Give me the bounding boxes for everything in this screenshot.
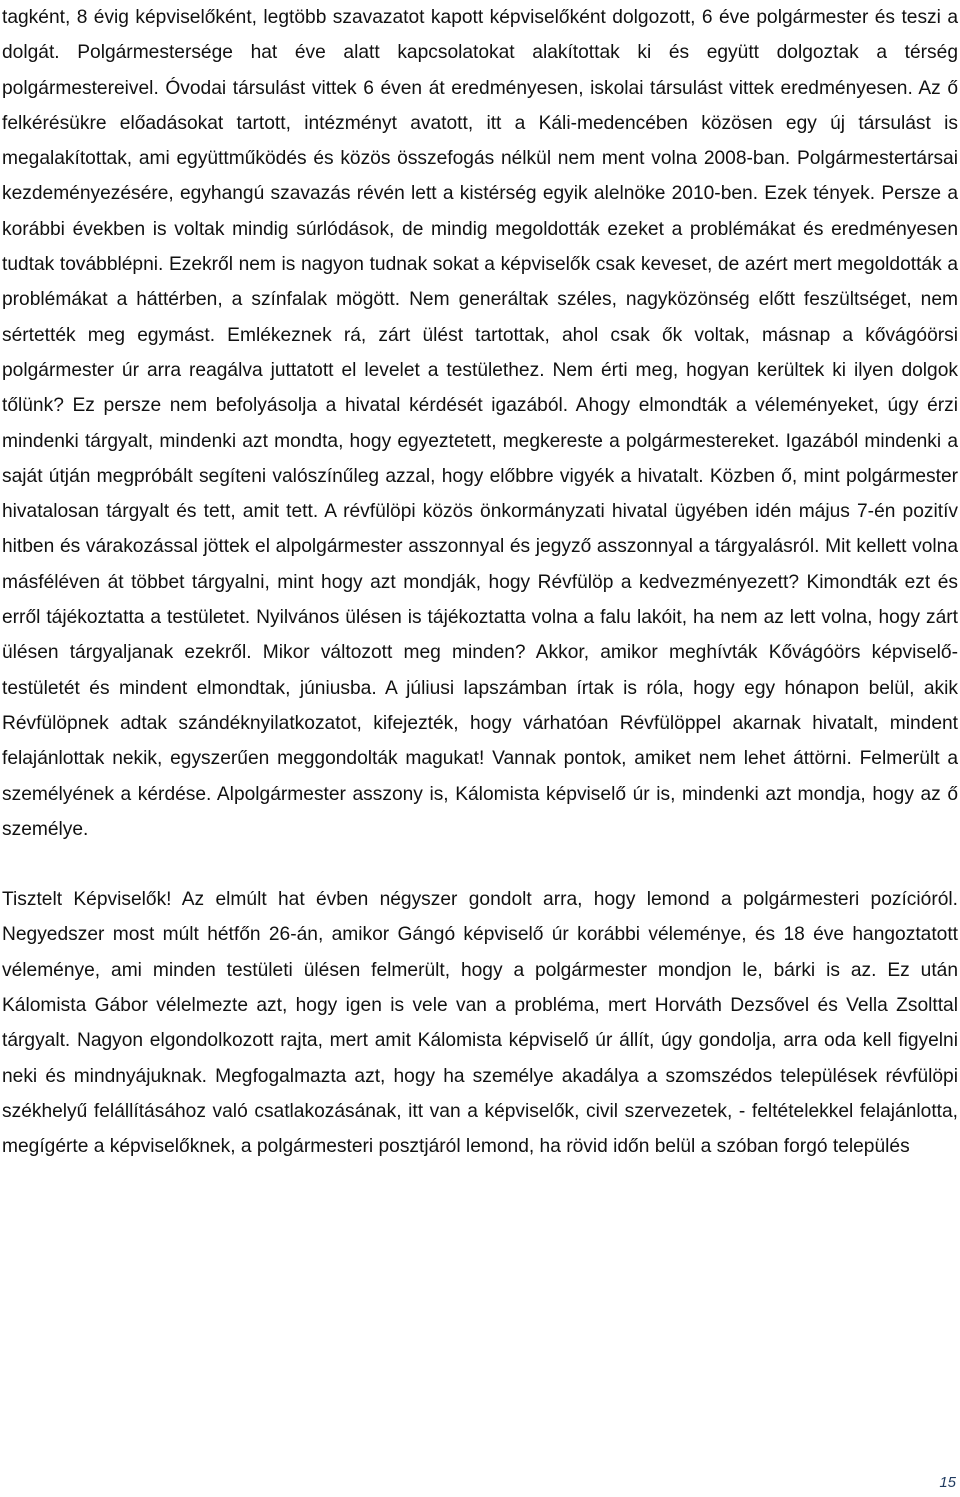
document-body: [2, 0, 958, 1165]
paragraph-1: tagként, 8 évig képviselőként, legtöbb szavazatot kapott képviselőként dolgozott, 6 éve polgármester és teszi a dolgát. Polgármestersége hat éve alatt kapcsolatokat alakítottak ki és együtt dolgoztak a térség polgármestereivel. Óvodai társulást vittek 6 éven át eredményesen, iskolai társulást vittek eredményesen. Az ő felkérésükre előadásokat tartott, intézményt avatott, itt a Káli-medencében közösen egy új társulást is megalakítottak, ami együttműködés és közös összefogás nélkül nem ment volna 2008-ban. Polgármestertársai kezdeményezésére, egyhangú szavazás révén lett a kistérség egyik alelnöke 2010-ben. Ezek tények. Persze a korábbi években is voltak mindig súrlódások, de mindig megoldották ezeket a problémákat és eredményesen tudtak továbblépni. Ezekről nem is nagyon tudnak sokat a képviselők csak keveset, de azért mert megoldották a problémákat a háttérben, a színfalak mögött. Nem generáltak széles, nagyközönség előtt feszültséget, nem sértették meg egymást. Emlékeznek rá, zárt ülést tartottak, ahol csak ők voltak, másnap a kővágóörsi polgármester úr arra reagálva juttatott el levelet a testülethez. Nem érti meg, hogyan kerültek ki ilyen dolgok tőlünk? Ez persze nem befolyásolja a hivatal kérdését igazából. Ahogy elmondták a véleményeket, úgy érzi mindenki tárgyalt, mindenki azt mondta, hogy egyeztetett, megkereste a polgármestereket. Igazából mindenki a saját útján megpróbált segíteni valószínűleg azzal, hogy előbbre vigyék a hivatalt. Közben ő, mint polgármester hivatalosan tárgyalt és tett, amit tett. A révfülöpi közös önkormányzati hivatal ügyében idén május 7-én pozitív hitben és várakozással jöttek el alpolgármester asszonnyal és jegyző asszonnyal a tárgyalásról. Mit kellett volna másféléven át többet tárgyalni, mint hogy azt mondják, hogy Révfülöp a kedvezményezett? Kimondták ezt és erről tájékoztatta a testületet. Nyilvános ülésen is tájékoztatta volna a falu lakóit, ha nem az lett volna, hogy zárt ülésen tárgyaljanak ezekről. Mikor változott meg minden? Akkor, amikor meghívták Kővágóörs képviselő-testületét és mindent elmondtak, júniusba. A júliusi lapszámban írtak is róla, hogy egy hónapon belül, akik Révfülöpnek adtak szándéknyilatkozatot, kifejezték, hogy várhatóan Révfülöppel akarnak hivatalt, mindent felajánlottak nekik, egyszerűen meggondolták magukat! Vannak pontok, amiket nem lehet áttörni. Felmerült a személyének a kérdése. Alpolgármester asszony is, Kálomista képviselő úr is, mindenki azt mondja, hogy az ő személye.: [2, 7, 958, 840]
page-number: 15: [939, 1474, 956, 1491]
paragraph-2: Tisztelt Képviselők! Az elmúlt hat évben négyszer gondolt arra, hogy lemond a polgármesteri pozícióról. Negyedszer most múlt hétfőn 26-án, amikor Gángó képviselő úr korábbi véleménye, és 18 éve hangoztatott véleménye, ami minden testületi ülésen felmerült, hogy a polgármester mondjon le, bárki is az. Ez után Kálomista Gábor vélelmezte azt, hogy igen is vele van a probléma, mert Horváth Dezsővel és Vella Zsolttal tárgyalt. Nagyon elgondolkozott rajta, mert amit Kálomista képviselő úr állít, úgy gondolja, arra oda kell figyelni neki és mindnyájuknak. Megfogalmazta azt, hogy ha személye akadálya a szomszédos települések révfülöpi székhelyű felállításához való csatlakozásának, itt van a képviselők, civil szervezetek, - feltételekkel felajánlotta, megígérte a képviselőknek, a polgármesteri posztjáról lemond, ha rövid időn belül a szóban forgó település: [2, 889, 958, 1158]
